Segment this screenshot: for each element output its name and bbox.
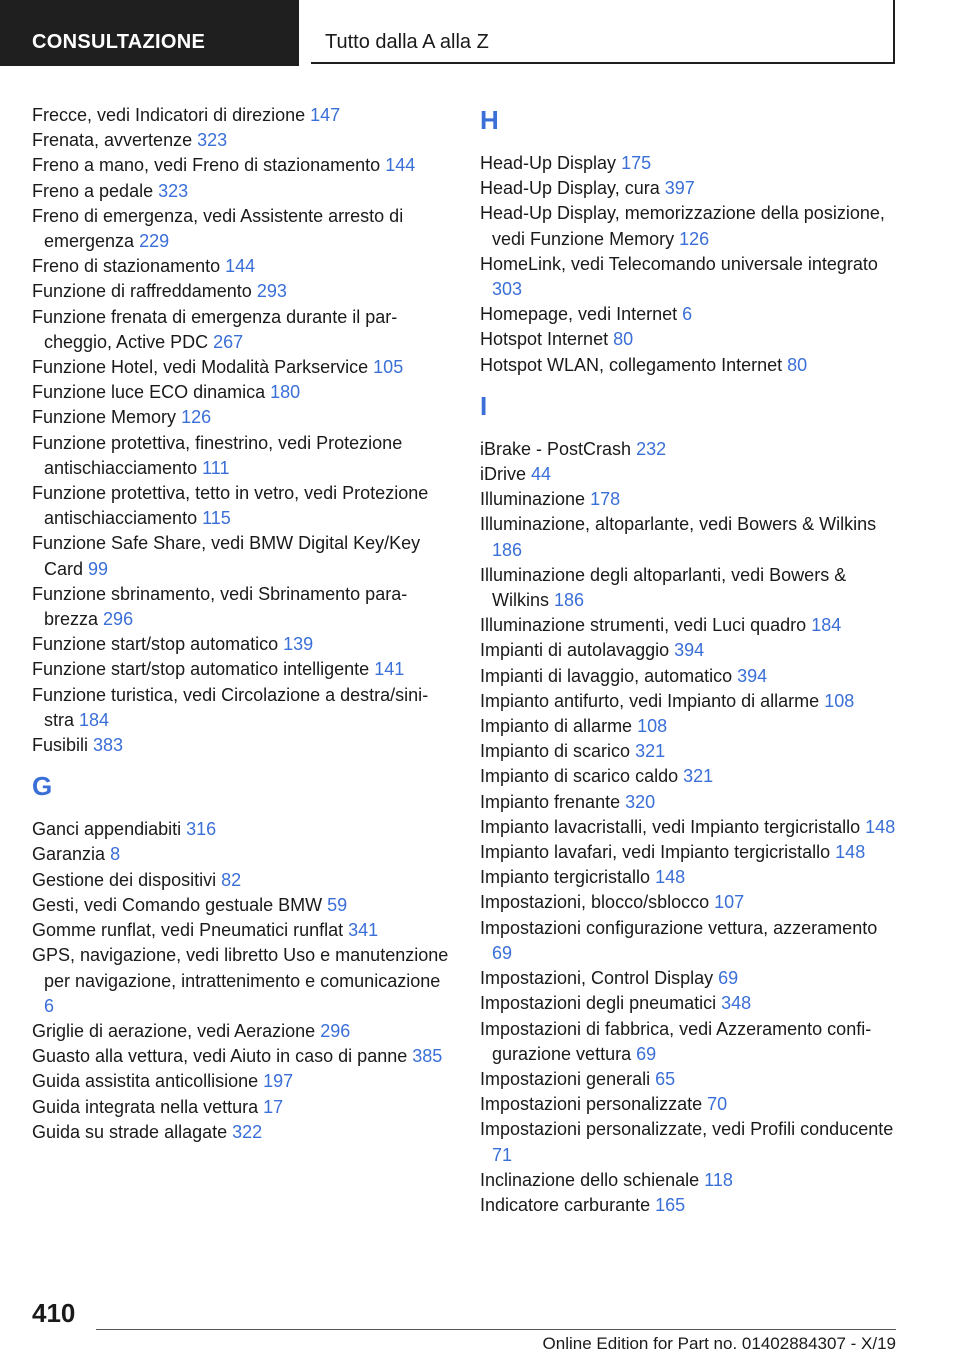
entry-text: Funzione di raffreddamento — [32, 281, 252, 302]
entry-text: Impianto frenante — [480, 791, 621, 812]
entry-text: Impianti di lavaggio, automatico — [480, 665, 733, 686]
entry-page-link[interactable]: 232 — [636, 438, 667, 459]
entry-page-link[interactable]: 394 — [674, 640, 705, 661]
index-entry — [480, 462, 900, 487]
entry-page-link[interactable]: 82 — [221, 869, 242, 890]
index-entry — [32, 380, 452, 405]
entry-page-link[interactable]: 385 — [412, 1046, 443, 1067]
entry-page-link[interactable]: 126 — [679, 228, 710, 249]
entry-page-link[interactable]: 71 — [492, 1144, 513, 1165]
letter-heading-i: I — [480, 390, 488, 421]
entry-page-link[interactable]: 186 — [554, 590, 585, 611]
index-entry — [32, 683, 452, 733]
entry-text: Indicatore carburante — [480, 1194, 651, 1215]
entry-text: iBrake - PostCrash — [480, 438, 632, 459]
entry-text: Impostazioni configurazione vettura, azzeramento — [480, 917, 878, 938]
entry-text: HomeLink, vedi Telecomando universale integrato — [480, 253, 878, 274]
letter-heading-g: G — [32, 771, 53, 802]
entry-page-link[interactable]: 107 — [714, 892, 745, 913]
entry-text: Fusibili — [32, 735, 89, 756]
entry-page-link[interactable]: 175 — [621, 153, 652, 173]
entry-page-link[interactable]: 323 — [197, 130, 228, 151]
index-entry — [480, 764, 900, 789]
entry-text: Impianto lavacristalli, vedi Impianto tergicristallo — [480, 816, 861, 837]
entries-g-group — [32, 817, 452, 1145]
entry-page-link[interactable]: 144 — [225, 256, 256, 277]
index-entry — [480, 487, 900, 512]
index-entry — [32, 733, 452, 758]
index-entry — [480, 638, 900, 663]
entries-h-group — [480, 151, 900, 378]
index-column-left — [32, 103, 452, 1145]
entry-page-link[interactable]: 111 — [202, 457, 230, 478]
entry-text: Impianto tergicristallo — [480, 867, 651, 888]
entry-page-link[interactable]: 184 — [79, 709, 110, 730]
index-entry — [32, 943, 452, 1019]
index-entry — [32, 1069, 452, 1094]
entry-text: Impianto lavafari, vedi Impianto tergicristallo — [480, 842, 831, 863]
index-entry — [480, 252, 900, 302]
entry-text: Ganci appendiabiti — [32, 819, 182, 840]
index-entry — [480, 1117, 900, 1167]
entry-text: Funzione sbrinamento, vedi Sbrinamento parabrezza — [32, 583, 408, 630]
entry-text: Head-Up Display, cura — [480, 178, 660, 199]
entry-text: Impianto antifurto, vedi Impianto di allarme — [480, 690, 820, 711]
chapter-title: Tutto dalla A alla Z — [311, 0, 895, 64]
entry-text: Impostazioni generali — [480, 1068, 651, 1089]
index-entry — [32, 355, 452, 380]
index-entry — [32, 128, 452, 153]
entry-text: Impostazioni personalizzate — [480, 1094, 703, 1115]
entry-page-link[interactable]: 141 — [374, 659, 405, 680]
index-entry — [480, 916, 900, 966]
entry-page-link[interactable]: 397 — [664, 178, 695, 199]
index-entry — [32, 1044, 452, 1069]
entry-text: Garanzia — [32, 844, 106, 865]
index-entry — [480, 1193, 900, 1218]
index-entry — [480, 201, 900, 251]
entry-page-link[interactable]: 69 — [718, 968, 739, 989]
index-entry — [480, 840, 900, 865]
index-entry — [480, 613, 900, 638]
entry-text: iDrive — [480, 464, 527, 485]
entry-text: Hotspot Internet — [480, 329, 609, 350]
index-entry — [480, 689, 900, 714]
entry-text: Guida integrata nella vettura — [32, 1096, 259, 1117]
index-entry — [32, 305, 452, 355]
entry-page-link[interactable]: 139 — [283, 634, 314, 655]
entry-text: Impianto di scarico — [480, 741, 631, 762]
index-entry — [32, 531, 452, 581]
entry-text: Impostazioni, blocco/sblocco — [480, 892, 710, 913]
entry-text: Funzione Hotel, vedi Modalità Parkservice — [32, 357, 369, 378]
index-entry — [32, 254, 452, 279]
entry-page-link[interactable]: 108 — [824, 690, 855, 711]
index-entry — [480, 966, 900, 991]
index-entry — [480, 437, 900, 462]
entry-text: Impianto di scarico caldo — [480, 766, 679, 787]
index-entry — [480, 176, 900, 201]
entry-text: Frecce, vedi Indicatori di direzione — [32, 105, 306, 125]
entry-page-link[interactable]: 267 — [213, 331, 244, 352]
index-entry — [480, 327, 900, 352]
entries-i-group — [480, 437, 900, 1218]
entry-page-link[interactable]: 316 — [186, 819, 217, 840]
entry-page-link[interactable]: 320 — [625, 791, 656, 812]
entry-page-link[interactable]: 59 — [327, 894, 348, 915]
entry-text: Funzione protettiva, tetto in vetro, vedi Protezione antischiacciamento — [32, 483, 429, 529]
entry-text: Funzione luce ECO dinamica — [32, 382, 266, 403]
index-entry — [480, 302, 900, 327]
entry-page-link[interactable]: 296 — [320, 1020, 351, 1041]
entry-text: Gestione dei dispositivi — [32, 869, 217, 890]
index-entry — [480, 1168, 900, 1193]
entry-page-link[interactable]: 115 — [202, 508, 231, 529]
entry-text: Inclinazione dello schienale — [480, 1169, 700, 1190]
entry-text: Guida su strade allagate — [32, 1121, 228, 1142]
entry-text: Hotspot WLAN, collegamento Internet — [480, 354, 783, 375]
entry-page-link[interactable]: 323 — [158, 180, 189, 201]
index-entry — [32, 657, 452, 682]
entry-text: Illuminazione strumenti, vedi Luci quadro — [480, 615, 807, 636]
entry-page-link[interactable]: 118 — [704, 1169, 733, 1190]
index-entry — [32, 632, 452, 657]
index-entry — [480, 1092, 900, 1117]
entry-page-link[interactable]: 394 — [737, 665, 768, 686]
entry-page-link[interactable]: 197 — [263, 1071, 294, 1092]
entry-page-link[interactable]: 383 — [93, 735, 124, 756]
entry-text: Homepage, vedi Internet — [480, 304, 678, 325]
entry-page-link[interactable]: 70 — [707, 1094, 728, 1115]
entry-page-link[interactable]: 180 — [270, 382, 301, 403]
entry-page-link[interactable]: 6 — [44, 995, 55, 1016]
page-header — [0, 0, 960, 66]
entry-page-link[interactable]: 321 — [683, 766, 714, 787]
entry-text: Freno di stazionamento — [32, 256, 221, 277]
index-entry — [480, 1067, 900, 1092]
entry-page-link[interactable]: 126 — [181, 407, 212, 428]
entry-page-link[interactable]: 186 — [492, 539, 523, 560]
entry-page-link[interactable]: 80 — [787, 354, 808, 375]
index-entry — [480, 714, 900, 739]
entry-page-link[interactable]: 144 — [385, 155, 416, 176]
index-column-right — [480, 100, 900, 1218]
index-entry — [32, 179, 452, 204]
index-entry — [32, 582, 452, 632]
index-entry — [32, 431, 452, 481]
footer-divider — [96, 1329, 896, 1330]
entry-page-link[interactable]: 148 — [655, 867, 686, 888]
entry-text: Impostazioni degli pneumatici — [480, 993, 717, 1014]
index-entry — [32, 893, 452, 918]
index-entry — [480, 1017, 900, 1067]
index-entry — [32, 817, 452, 842]
entry-text: Impostazioni personalizzate, vedi Profili conducente — [480, 1119, 894, 1140]
entries-f-group — [32, 103, 452, 758]
entry-page-link[interactable]: 321 — [635, 741, 666, 762]
entry-text: Freno di emergenza, vedi Assistente arresto di emergenza — [32, 205, 404, 252]
entry-page-link[interactable]: 148 — [835, 842, 866, 863]
entry-page-link[interactable]: 303 — [492, 279, 523, 300]
entry-page-link[interactable]: 147 — [310, 105, 341, 125]
entry-page-link[interactable]: 105 — [373, 357, 404, 378]
entry-text: Frenata, avvertenze — [32, 130, 193, 151]
entry-page-link[interactable]: 341 — [348, 920, 379, 941]
entry-text: Impostazioni, Control Display — [480, 968, 714, 989]
index-entry — [480, 151, 900, 176]
entry-page-link[interactable]: 44 — [531, 464, 552, 485]
entry-text: Griglie di aerazione, vedi Aerazione — [32, 1020, 316, 1041]
entry-page-link[interactable]: 178 — [590, 489, 621, 510]
entry-text: Freno a pedale — [32, 180, 154, 201]
entry-page-link[interactable]: 229 — [139, 231, 170, 252]
index-entry — [480, 815, 900, 840]
entry-page-link[interactable]: 293 — [256, 281, 287, 302]
entry-text: Gomme runflat, vedi Pneumatici runflat — [32, 920, 344, 941]
index-entry — [32, 153, 452, 178]
entry-text: Impianti di autolavaggio — [480, 640, 670, 661]
entry-text: Funzione Memory — [32, 407, 177, 428]
index-entry — [32, 481, 452, 531]
entry-text: Impostazioni di fabbrica, vedi Azzeramento configurazione vettura — [480, 1018, 872, 1064]
entry-text: Freno a mano, vedi Freno di stazionamento — [32, 155, 381, 176]
entry-text: Guasto alla vettura, vedi Aiuto in caso di panne — [32, 1046, 408, 1067]
index-entry — [480, 865, 900, 890]
entry-text: Illuminazione, altoparlante, vedi Bowers & Wilkins — [480, 514, 877, 535]
entry-text: Illuminazione — [480, 489, 586, 510]
entry-text: Gesti, vedi Comando gestuale BMW — [32, 894, 323, 915]
index-entry — [32, 1019, 452, 1044]
entry-page-link[interactable]: 65 — [655, 1068, 676, 1089]
entry-page-link[interactable]: 6 — [682, 304, 693, 325]
entry-page-link[interactable]: 99 — [88, 558, 109, 579]
index-entry — [480, 664, 900, 689]
entry-page-link[interactable]: 165 — [655, 1194, 686, 1215]
letter-heading-h: H — [480, 105, 499, 135]
index-entry — [32, 842, 452, 867]
index-entry — [480, 890, 900, 915]
page-number: 410 — [32, 1298, 76, 1328]
entry-page-link[interactable]: 296 — [103, 609, 134, 630]
index-entry — [480, 790, 900, 815]
entry-page-link[interactable]: 184 — [811, 615, 842, 636]
entry-text: Funzione start/stop automatico intelligente — [32, 659, 370, 680]
index-entry — [32, 1120, 452, 1145]
entry-text: Funzione protettiva, finestrino, vedi Protezione antischiacciamento — [32, 432, 403, 478]
edition-note: Online Edition for Part no. 01402884307 - X/19 — [542, 1334, 896, 1353]
entry-page-link[interactable]: 108 — [637, 716, 668, 737]
index-entry — [32, 918, 452, 943]
index-entry — [32, 279, 452, 304]
entry-page-link[interactable]: 80 — [613, 329, 634, 350]
entry-text: Head-Up Display, memorizzazione della posizione, vedi Funzione Memory — [480, 203, 885, 249]
section-tab: CONSULTAZIONE — [0, 0, 299, 66]
index-entry — [480, 991, 900, 1016]
entry-page-link[interactable]: 8 — [110, 844, 121, 865]
entry-text: Head-Up Display — [480, 153, 617, 173]
entry-text: GPS, navigazione, vedi libretto Uso e manutenzione per navigazione, intrattenimento e comunicazione — [32, 945, 449, 991]
entry-page-link[interactable]: 322 — [232, 1121, 263, 1142]
index-entry — [32, 204, 452, 254]
index-entry — [32, 405, 452, 430]
entry-text: Guida assistita anticollisione — [32, 1071, 259, 1092]
entry-page-link[interactable]: 17 — [263, 1096, 284, 1117]
entry-page-link[interactable]: 69 — [492, 942, 513, 963]
entry-text: Funzione frenata di emergenza durante il parcheggio, Active PDC — [32, 306, 398, 352]
index-entry — [32, 1095, 452, 1120]
entry-text: Impianto di allarme — [480, 716, 633, 737]
index-entry — [480, 512, 900, 562]
entry-text: Illuminazione degli altoparlanti, vedi Bowers & Wilkins — [480, 564, 847, 611]
entry-page-link[interactable]: 148 — [865, 816, 896, 837]
entry-text: Funzione turistica, vedi Circolazione a destra/sinistra — [32, 684, 429, 730]
entry-text: Funzione start/stop automatico — [32, 634, 279, 655]
index-entry — [32, 103, 452, 128]
index-entry — [32, 868, 452, 893]
entry-page-link[interactable]: 69 — [636, 1043, 657, 1064]
index-entry — [480, 353, 900, 378]
entry-page-link[interactable]: 348 — [721, 993, 752, 1014]
index-entry — [480, 563, 900, 613]
index-entry — [480, 739, 900, 764]
entry-text: Funzione Safe Share, vedi BMW Digital Key/Key Card — [32, 533, 421, 579]
